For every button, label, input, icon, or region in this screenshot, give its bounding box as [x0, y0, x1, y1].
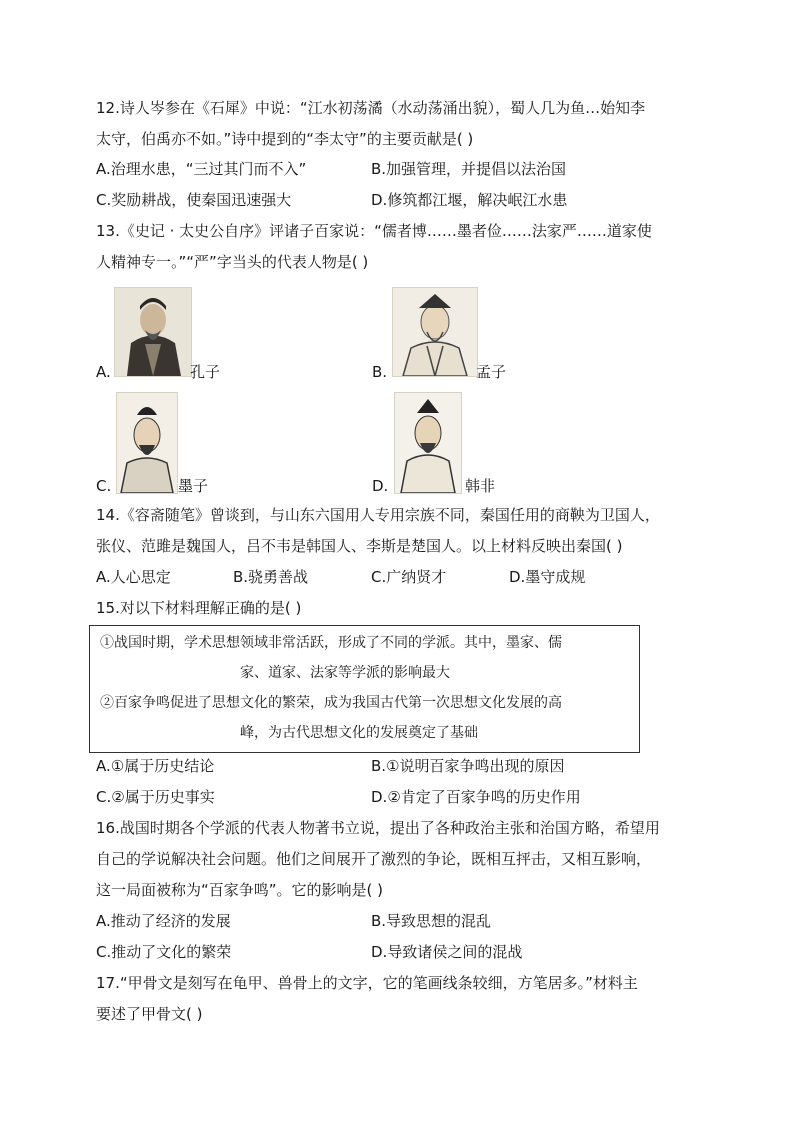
q17-stem-line1: 17.“甲骨文是刻写在龟甲、兽骨上的文字，它的笔画线条较细，方笔居多。”材料主	[96, 974, 638, 992]
hanfei-portrait	[394, 392, 462, 494]
q14-option-b[interactable]: B.骁勇善战	[233, 568, 309, 586]
q17-stem-line2: 要述了甲骨文( )	[96, 1005, 203, 1023]
q16-option-a[interactable]: A.推动了经济的发展	[96, 912, 231, 930]
q15-stem: 15.对以下材料理解正确的是( )	[96, 599, 302, 617]
q12-stem-line2: 太守，伯禹亦不如。”诗中提到的“李太守”的主要贡献是( )	[96, 130, 474, 148]
q15-option-b[interactable]: B.①说明百家争鸣出现的原因	[371, 757, 565, 775]
q12-option-a[interactable]: A.治理水患，“三过其门而不入”	[96, 160, 307, 178]
q15-material-line4: 峰，为古代思想文化的发展奠定了基础	[240, 725, 478, 741]
q13-option-a-letter[interactable]: A.	[96, 363, 111, 381]
q14-option-a[interactable]: A.人心思定	[96, 568, 171, 586]
q16-stem-line2: 自己的学说解决社会问题。他们之间展开了激烈的争论，既相互抨击，又相互影响，	[96, 850, 652, 868]
q12-option-d[interactable]: D.修筑都江堰，解决岷江水患	[371, 191, 568, 209]
q13-option-c-name: 墨子	[178, 477, 209, 495]
q16-stem-line3: 这一局面被称为“百家争鸣”。它的影响是( )	[96, 881, 384, 899]
mozi-portrait	[116, 392, 178, 494]
q16-option-c[interactable]: C.推动了文化的繁荣	[96, 943, 232, 961]
q15-material-line1: ①战国时期，学术思想领域非常活跃，形成了不同的学派。其中，墨家、儒	[100, 635, 562, 651]
q16-option-b[interactable]: B.导致思想的混乱	[371, 912, 492, 930]
q16-stem-line1: 16.战国时期各个学派的代表人物著书立说，提出了各种政治主张和治国方略，希望用	[96, 819, 660, 837]
q14-stem-line1: 14.《容斋随笔》曾谈到，与山东六国用人专用宗族不同，秦国任用的商鞅为卫国人，	[96, 506, 660, 524]
q12-option-c[interactable]: C.奖励耕战，使秦国迅速强大	[96, 191, 292, 209]
q15-option-a[interactable]: A.①属于历史结论	[96, 757, 215, 775]
q13-option-a-name: 孔子	[190, 363, 221, 381]
q14-option-d[interactable]: D.墨守成规	[509, 568, 586, 586]
q15-material-line2: 家、道家、法家等学派的影响最大	[240, 665, 450, 681]
q13-stem-line2: 人精神专一。”“严”字当头的代表人物是( )	[96, 253, 369, 271]
q15-material-line3: ②百家争鸣促进了思想文化的繁荣，成为我国古代第一次思想文化发展的高	[100, 695, 562, 711]
q15-option-c[interactable]: C.②属于历史事实	[96, 788, 215, 806]
q13-option-c-letter[interactable]: C.	[96, 477, 112, 495]
q13-option-b-letter[interactable]: B.	[372, 363, 388, 381]
q12-option-b[interactable]: B.加强管理，并提倡以法治国	[371, 160, 567, 178]
q13-option-d-name: 韩非	[465, 477, 496, 495]
q16-option-d[interactable]: D.导致诸侯之间的混战	[371, 943, 523, 961]
mencius-portrait	[392, 287, 478, 377]
q15-material-box	[89, 625, 640, 753]
confucius-portrait	[114, 287, 192, 377]
q12-stem-line1: 12.诗人岑参在《石犀》中说：“江水初荡潏（水动荡涌出貌），蜀人几为鱼…始知李	[96, 99, 646, 117]
q13-stem-line1: 13.《史记 · 太史公自序》评诸子百家说：“儒者博……墨者俭……法家严……道家使	[96, 222, 652, 240]
q13-option-b-name: 孟子	[476, 363, 507, 381]
q14-option-c[interactable]: C.广纳贤才	[371, 568, 447, 586]
q14-stem-line2: 张仪、范雎是魏国人，吕不韦是韩国人、李斯是楚国人。以上材料反映出秦国( )	[96, 537, 623, 555]
q13-option-d-letter[interactable]: D.	[372, 477, 389, 495]
q15-option-d[interactable]: D.②肯定了百家争鸣的历史作用	[371, 788, 581, 806]
